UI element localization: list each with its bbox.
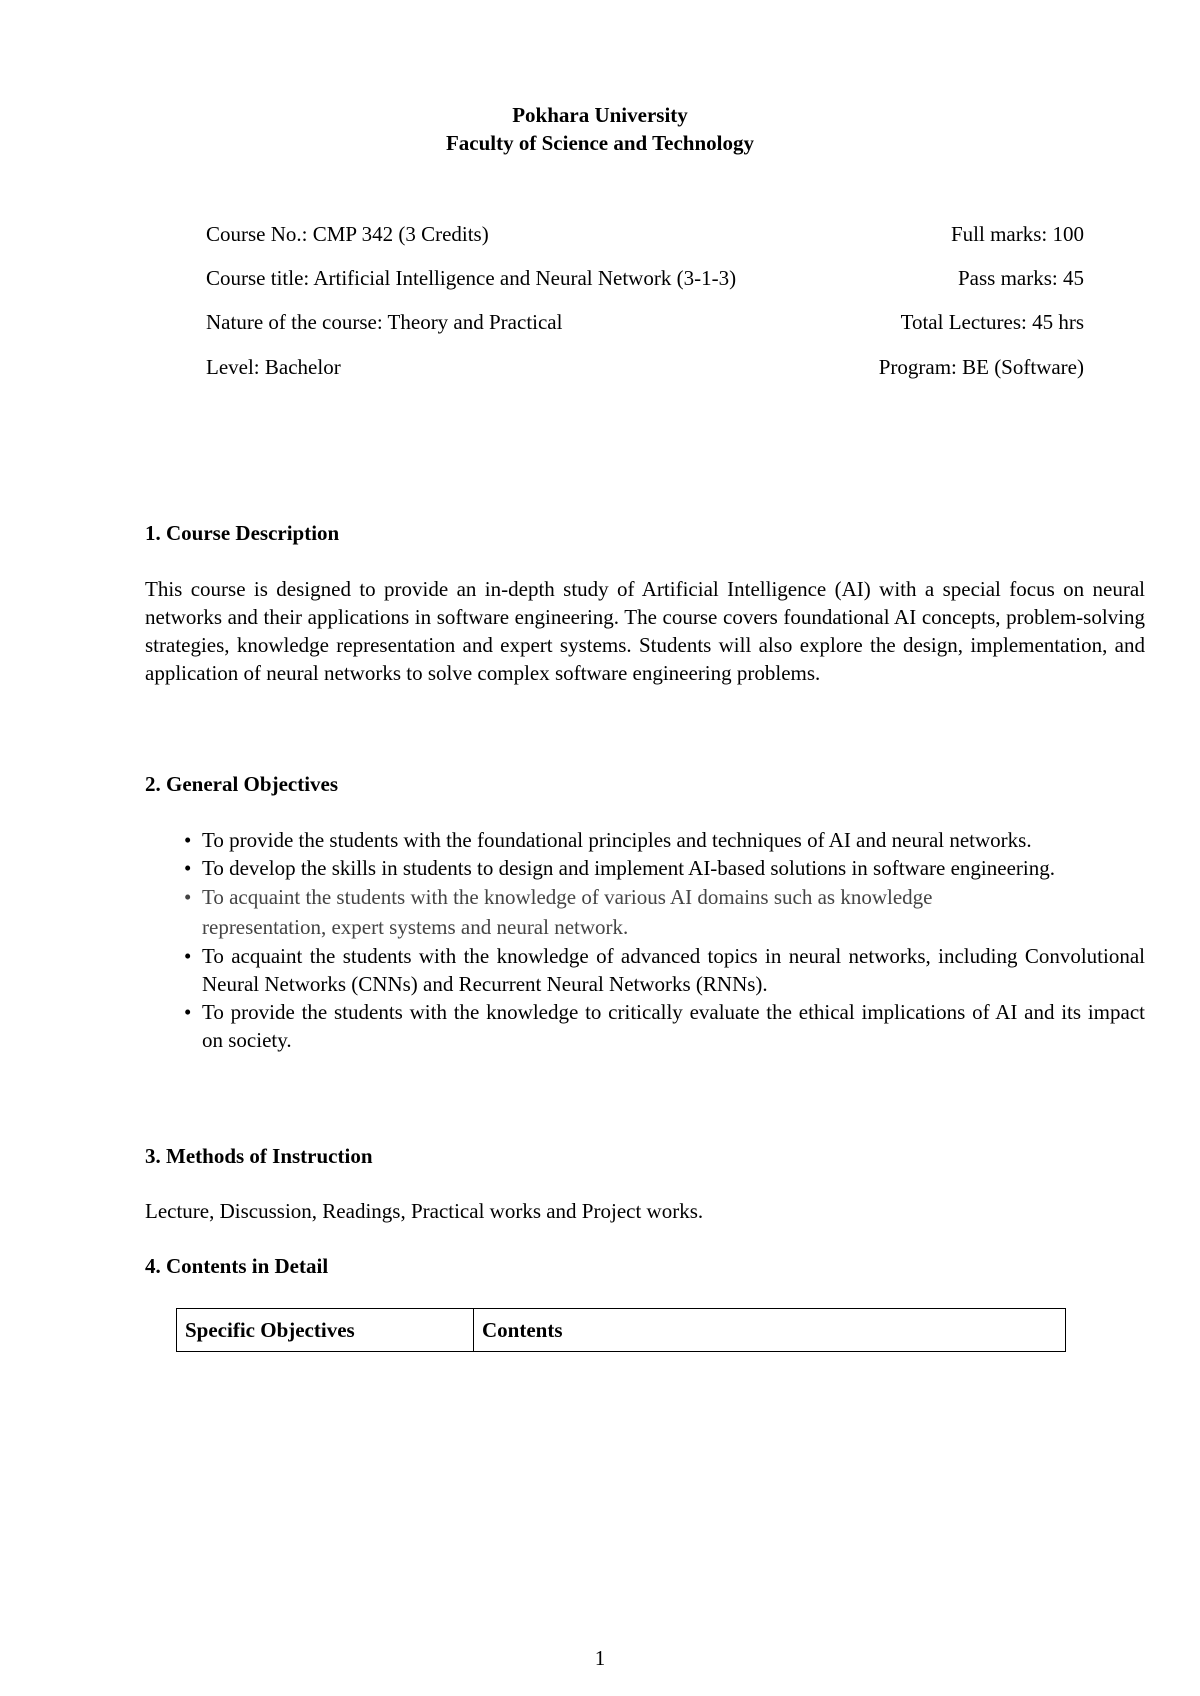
list-item [180,998,1145,1054]
course-info-row [206,264,1084,292]
bullet-icon: • [184,944,192,968]
contents-table [176,1308,1066,1352]
objective-text: To acquaint the students with the knowledge of various AI domains such as knowledge representation, expert systems and neural network. [202,885,933,939]
objective-text: To provide the students with the foundational principles and techniques of AI and neural networks. [202,828,1032,852]
course-info-row [206,220,1084,248]
course-description-heading: 1. Course Description [145,521,340,545]
course-number: Course No.: CMP 342 (3 Credits) [206,222,489,246]
total-lectures: Total Lectures: 45 hrs [900,310,1084,334]
bullet-icon: • [184,828,192,852]
faculty-title: Faculty of Science and Technology [445,131,755,155]
course-nature: Nature of the course: Theory and Practical [206,310,563,334]
pass-marks: Pass marks: 45 [958,266,1084,290]
course-level: Level: Bachelor [206,355,341,379]
list-item [180,942,1145,998]
bullet-icon: • [184,1000,192,1024]
table-header-row [177,1309,1066,1352]
objective-text: To develop the skills in students to design and implement AI-based solutions in software engineering. [202,856,1055,880]
program: Program: BE (Software) [878,355,1084,379]
full-marks: Full marks: 100 [950,222,1084,246]
objectives-list [180,826,1145,1054]
bullet-icon: • [184,885,192,909]
contents-heading: 4. Contents in Detail [145,1254,329,1278]
list-item [180,826,1145,854]
university-title: Pokhara University [512,103,688,127]
course-info-row [206,308,1084,336]
page-number: 1 [594,1646,606,1670]
list-item [180,882,1145,942]
column-header: Specific Objectives [177,1309,474,1352]
general-objectives-heading: 2. General Objectives [145,772,339,796]
methods-text: Lecture, Discussion, Readings, Practical works and Project works. [145,1199,704,1223]
course-title: Course title: Artificial Intelligence and Neural Network (3-1-3) [206,266,737,290]
objective-text: To provide the students with the knowledge to critically evaluate the ethical implications of AI and its impact on society. [202,1000,1145,1052]
course-info-row [206,353,1084,381]
course-description-text: This course is designed to provide an in-depth study of Artificial Intelligence (AI) with a special focus on neural networks and their applications in software engineering. The course covers foundational AI concepts, problem-solving strategies, knowledge representation and expert systems. Students will also explore the design, implementation, and application of neural networks to solve complex software engineering problems. [145,577,1145,685]
objective-text: To acquaint the students with the knowledge of advanced topics in neural networks, including Convolutional Neural Networks (CNNs) and Recurrent Neural Networks (RNNs). [202,944,1145,996]
list-item [180,854,1145,882]
column-header: Contents [474,1309,1066,1352]
bullet-icon: • [184,856,192,880]
methods-heading: 3. Methods of Instruction [145,1144,373,1168]
